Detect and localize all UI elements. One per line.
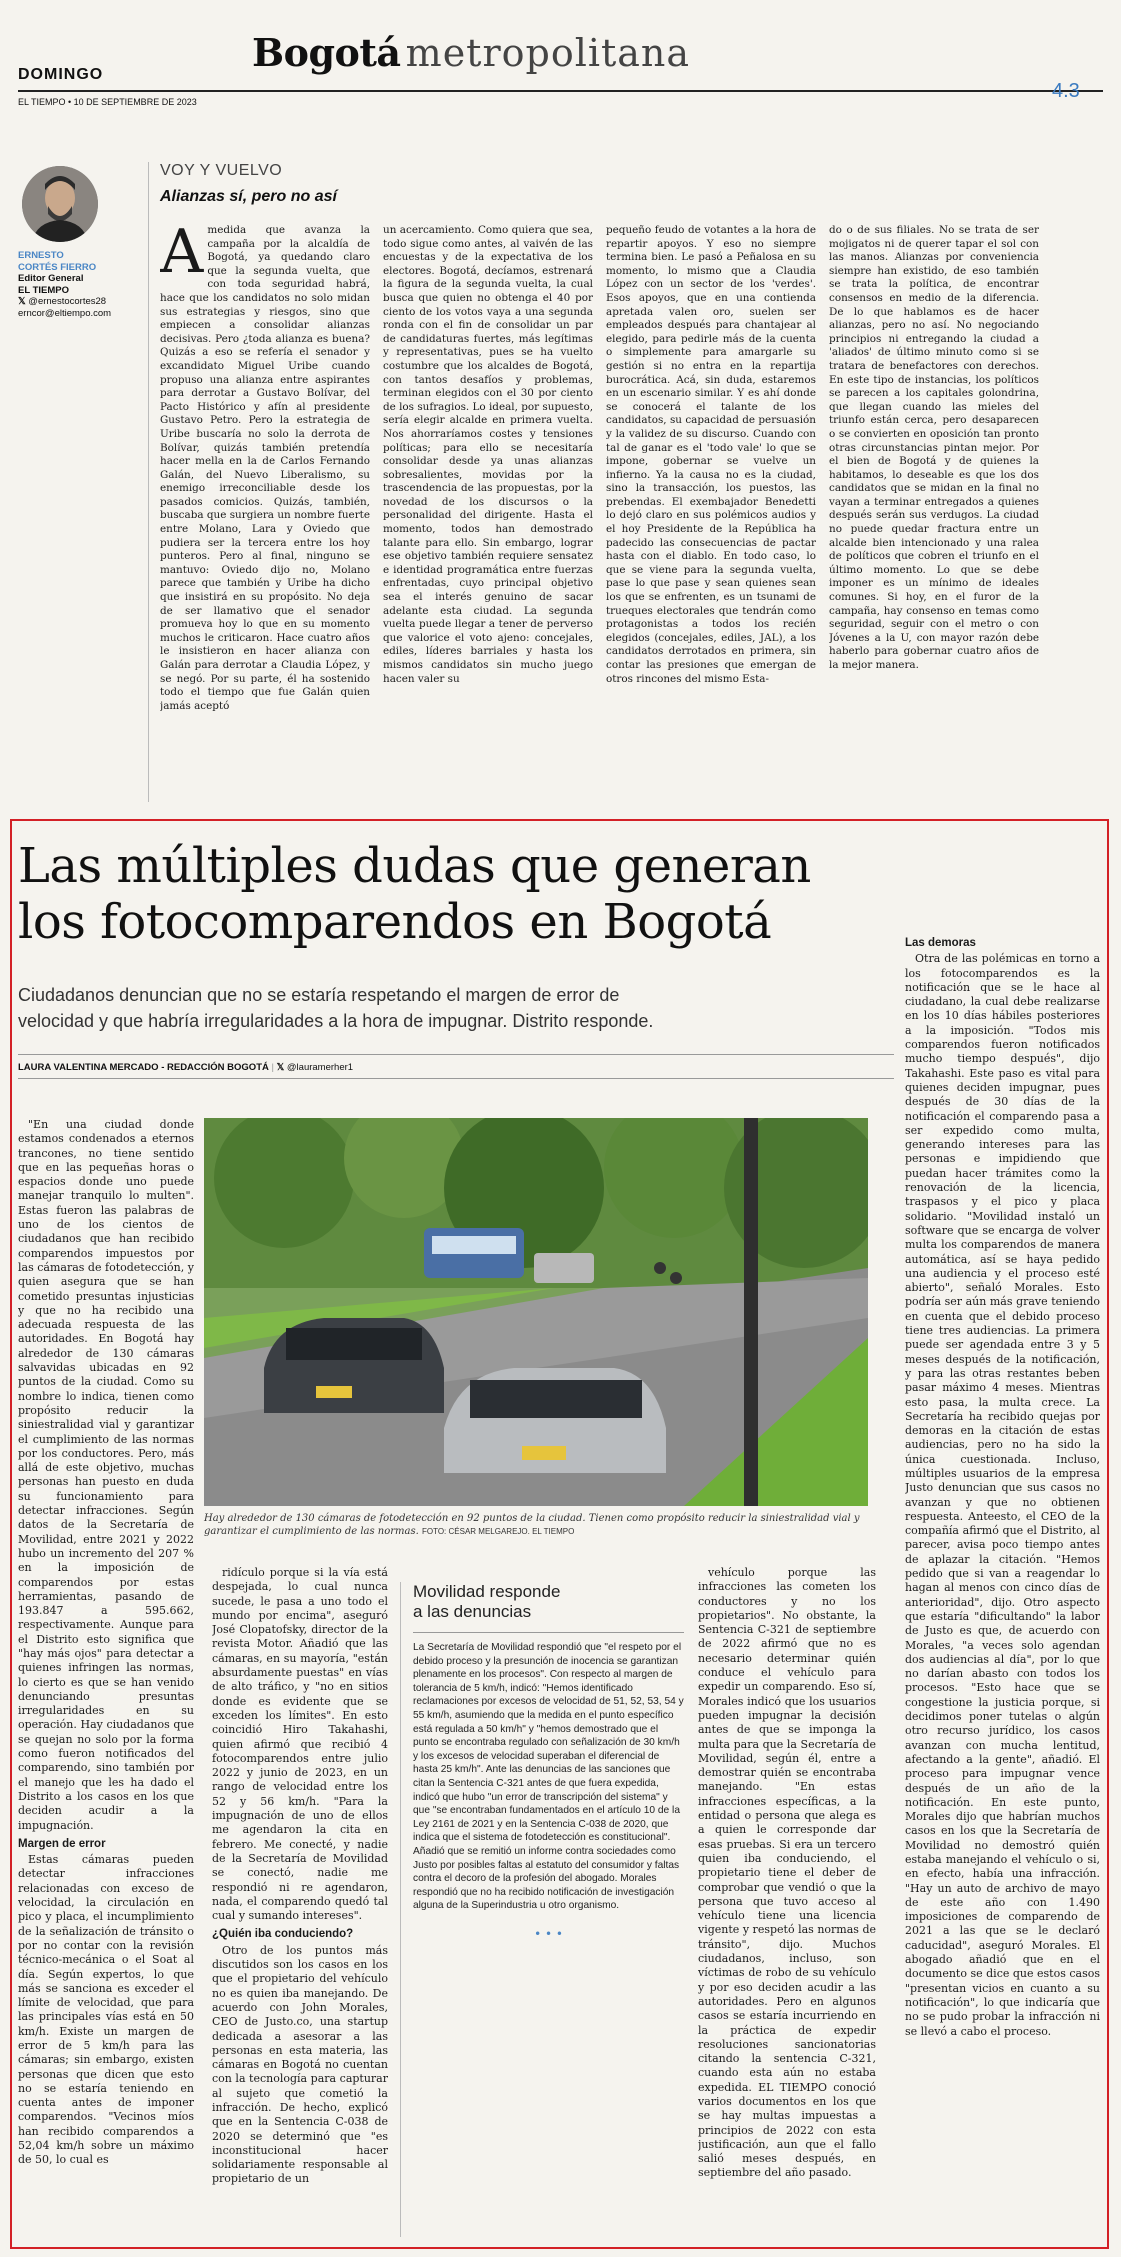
column-text-1: A medida que avanza la campaña por la alcaldía de Bogotá, ya quedando claro que la segunda vuelta, que con toda seguridad habrá, hace que los candidatos no solo midan sus estrategias y riesgos, sino que empiecen a consolidar alianzas decisivas. Pero ¿toda alianza es buena? Quizás a eso se refería el senador y excandidato Miguel Uribe cuando propuso una alianza entre aspirantes para derrotar a Gustavo Bolívar, del Pacto Histórico y afín al presidente Gustavo Petro. Pero la estrategia de Uribe buscaría no solo la derrota de Bolívar, quizás también pretendía hacer mella en la de Carlos Fernando Galán, del Nuevo Liberalismo, su enemigo irreconciliable desde los pasados comicios. Quizás, también, buscaba que surgiera un nombre fuerte entre Molano, Lara y Oviedo que pudiera ser la tercera entre los hoy punteros. Pero al final, ninguno se mantuvo: Oviedo dijo no, Molano parece que también y Uribe ha dicho que insistirá en su propósito. No deja de ser llamativo que el senador promueva hoy lo que en su momento muchos le criticaron. Hace cuatro años le insistieron en hacer alianza con Galán para derrotar a Claudia López, y se negó. Por su parte, él ha sostenido todo el tiempo que fue Galán quien jamás aceptó [160, 224, 370, 712]
sidebar-title: Movilidad responde a las denuncias [413, 1582, 561, 1621]
sidebar-box [400, 1582, 684, 2237]
subhead-quien: ¿Quién iba conduciendo? [212, 1928, 354, 1941]
author-role-2: EL TIEMPO [18, 284, 70, 296]
column-section: VOY Y VUELVO [160, 162, 283, 179]
section-title [252, 30, 690, 75]
headline-line-1: Las múltiples dudas que generan [18, 838, 811, 894]
author-block [18, 250, 128, 319]
page-number: 4.3 [1052, 80, 1080, 102]
sidebar-text: La Secretaría de Movilidad respondió que "el respeto por el debido proceso y la presunción de inocencia se garantizan plenamente en los procesos". Con respecto al margen de tolerancia de 5 km/h, indicó: "Hemos identificado reclamaciones por excesos de velocidad de 51, 52, 53, 54 y 55 km/h, asumiendo que la medida en el punto específico está regulada a 50 km/h" y "hemos demostrado que el punto se encontraba regulado con señalización de 30 km/h y los excesos de velocidad superaban el diferencial de hasta 25 km/h". Ante las denuncias de las sanciones que citan la Sentencia C-321 antes de que fuera expedida, indicó que hubo "un error de transcripción del sistema" y que "se encontraban fundamentados en el artículo 10 de la Ley 2161 de 2021 y en la Sentencia C-038 de 2020, que indica que el sistema de fotodetección es constitucional". Añadió que se remitió un informe contra sociedades como Justo por posibles faltas al estatuto del consumidor y faltas contra el decoro de la profesión del abogado. Morales respondió que no ha recibido notificación de investigación alguna de la Superindustria u otro organismo. [413, 1642, 684, 1912]
traffic-photo-illustration [204, 1118, 868, 1506]
section-title-bold: Bogotá [252, 30, 401, 75]
article-photo [204, 1118, 868, 1506]
subhead-margen: Margen de error [18, 1837, 106, 1850]
author-portrait-icon [22, 166, 98, 242]
x-logo-icon: 𝕏 [276, 1062, 285, 1073]
article-deck: Ciudadanos denuncian que no se estaría respetando el margen de error de velocidad y que habría irregularidades a la hora de impugnar. Distrito responde. [18, 985, 654, 1031]
article-headline [18, 838, 888, 950]
author-email[interactable]: erncor@eltiempo.com [18, 307, 112, 319]
sidebar-dots: • • • [534, 1926, 563, 1941]
sidebar-rule [413, 1632, 684, 1633]
edition-day: DOMINGO [18, 66, 104, 83]
x-logo-icon: 𝕏 [18, 296, 26, 307]
headline-line-2: los fotocomparendos en Bogotá [18, 894, 772, 950]
photo-credit: FOTO: CÉSAR MELGAREJO. EL TIEMPO [421, 1527, 575, 1536]
photo-caption: Hay alrededor de 130 cámaras de fotodetección en 92 puntos de la ciudad. Tienen como propósito reducir la siniestralidad vial y garantizar el cumplimiento de las normas. FOTO: CÉSAR MELGAREJO. EL TIEMPO [204, 1513, 860, 1537]
byline-handle[interactable]: @lauramerher1 [286, 1062, 354, 1073]
author-role-1: Editor General [18, 273, 84, 284]
column-title: Alianzas sí, pero no así [160, 188, 337, 205]
header-rule [18, 90, 1103, 92]
byline: LAURA VALENTINA MERCADO - REDACCIÓN BOGOTÁ | 𝕏 @lauramerher1 [18, 1062, 354, 1073]
byline-rule [18, 1054, 894, 1055]
section-title-light: metropolitana [405, 31, 691, 75]
author-photo [22, 166, 98, 242]
author-name-2: CORTÉS FIERRO [18, 261, 97, 273]
byline-rule-bottom [18, 1078, 894, 1079]
column-text-3: pequeño feudo de votantes a la hora de repartir apoyos. Y eso no siempre termina bien. Le pasó a Peñalosa en su momento, lo mismo que a Claudia López con un sector de los 'verdes'. Esos apoyos, que en una contienda apretada valen oro, suelen ser empleados después para chantajear al elegido, para pedirle más de la cuenta o simplemente para amargarle su gestión si no entra en la repartija burocrática. Acá, sin duda, estaremos en un escenario similar. Y es ahí donde se conocerá el talante de los candidatos, su capacidad de persuasión y la validez de su discurso. Cuando con tal de ganar es el 'todo vale' lo que se impone, gobernar se vuelve un infierno. Ya la causa no es la ciudad, sino la transacción, los puestos, las prebendas. El exembajador Benedetti lo dejó claro en sus polémicos audios y el hoy Presidente de la República ha padecido las consecuencias de pactar hasta con el diablo. En todo caso, lo que se viene para la segunda vuelta, pase lo que pase y sean quienes sean los que se enfrenten, es un tsunami de trueques electorales que tendrán como protagonistas a todos los recién elegidos (concejales, ediles, JAL), a los candidatos derrotados en primera, sin contar las presiones que emergan de otros rincones del mismo Esta- [606, 224, 816, 685]
article-col-3: vehículo porque las infracciones las cometen los conductores y no los propietarios". No obstante, la Sentencia C-321 de septiembre de 2022 afirmó que no es necesario determinar quién conduce el vehículo para expedir un comparendo. Eso sí, Morales indicó que los usuarios pueden impugnar la decisión antes de que se imponga la multa para que la Secretaría de Movilidad, según él, entre a demostrar quién se encontraba manejando. "En estas infracciones específicas, a la entidad o persona que alega es a quien le corresponde dar esas pruebas. Si era un tercero quien iba conduciendo, el propietario tiene el deber de comprobar que vendió o que la persona que tuvo acceso al vehículo tiene una licencia vigente y respetó las normas de tránsito", dijo. Muchos ciudadanos, incluso, son víctimas de robo de su vehículo y por eso deciden acudir a las autoridades. Pero en algunos casos se estaría incurriendo en la práctica de expedir resoluciones sancionatorias citando la sentencia C-321, cuando esta aún no estaba expedida. EL TIEMPO conoció varios documentos en los que se hay multas impuestas a principios de 2022 con esta justificación, aun que el fallo salió meses después, en septiembre del año pasado. [698, 1566, 876, 2180]
column-text-2: un acercamiento. Como quiera que sea, todo sigue como antes, al vaivén de las encuestas y de la expectativa de los electores. Bogotá, decíamos, estrenará la figura de la segunda vuelta, la cual busca que quien no obtenga el 40 por ciento de los votos vaya a una segunda ronda con el fin de consolidar un par de candidaturas fuertes, más legítimas y representativas, pues se ha vuelto costumbre que los alcaldes de Bogotá, con tantos desafíos y problemas, terminan elegidos con el 30 por ciento de los sufragios. Lo ideal, por supuesto, sería elegir alcalde en primera vuelta. Nos ahorraríamos costes y tensiones políticas; para ello se necesitaría consolidar desde ya unas alianzas sobresalientes, movidas por la trascendencia de las propuestas, por la novedad de los discursos o la personalidad del dirigente. Hasta el momento, todos han demostrado talante para ello. Sin embargo, lograr ese objetivo también requiere sensatez e identidad programática entre fuerzas enfrentadas, cuyo principal objetivo sea el interés genuino de sacar adelante esta ciudad. La segunda vuelta puede llegar a tener de perverso que valorice el voto ajeno: concejales, ediles, líderes barriales y hasta los mismos candidatos sin mucho juego hacen valer su [383, 224, 593, 685]
column-text-4: do o de sus filiales. No se trata de ser mojigatos ni de querer tapar el sol con las manos. Alianzas por conveniencia siempre han existido, de eso también se trata la política, de encontrar consensos en medio de la diferencia. De lo que hablamos es de hacer alianzas, pero no así. No negociando principios ni entregando la ciudad a 'aliados' de último minuto como si se tratara de benefactores con derechos. En este tipo de instancias, los políticos se parecen a los capitales golondrina, que llegan cuando las mieles del triunfo están cerca, pero desaparecen o se convierten en oposición tan pronto otras circunstancias pintan mejor. Por el bien de Bogotá y de quienes la habitamos, lo deseable es que los dos candidatos que se midan en la final no vayan a terminar entregados a quienes después serán sus verdugos. La ciudad no puede quedar fractura entre un alcalde bien intencionado y una ralea de políticos que cobren el triunfo en el último momento. Lo que se debe imponer es un mínimo de ideales comunes. Si hoy, en el furor de la campaña, hay consenso en temas como seguridad, seguir con el metro o con Jóvenes a la U, con mayor razón debe haberlo para gobernar cuatro años de la mejor manera. [829, 224, 1039, 671]
column-divider [148, 162, 149, 802]
drop-cap: A [160, 224, 204, 287]
article-col-4: Las demoras Otra de las polémicas en torno a los fotocomparendos es la notificación que se le hace al ciudadano, la cual debe realizarse en los 10 días hábiles posteriores a la imposición. "Todos mis comparendos fueron notificados mucho tiempo después", dijo Takahashi. Este paso es vital para quienes deciden impugnar, pues después de 30 días de la notificación el comparendo pasa a ser expedido como multa, generando intereses para las personas e impidiendo que puedan hacer trámites como la renovación de la licencia, traspasos y el pico y placa solidario. "Movilidad instaló un software que se encarga de volver multa los comparendos de manera automática, así se haya pedido una audiencia y el proceso esté abierto", señaló Morales. Esto podría ser aún más grave teniendo en cuenta que el debido proceso tiene tres audiencias. La primera puede ser agendada entre 3 y 5 meses después de la notificación, y para las otras restantes beben pasar máximo 4 meses. Mientras esto pasa, la multa crece. La Secretaría ha recibido quejas por demoras en la citación de estas audiencias, pero no ha sido la única cuestionada. Incluso, múltiples usuarios de la empresa Justo denuncian que sus casos no avanzan y que no obtienen respuesta. Anteesto, el CEO de la compañía afirmó que el Distrito, al parecer, avisa poco tiempo antes de aplazar la citación. "Hemos pedido que si van a reagendar lo hagan al menos con cinco días de anterioridad", dijo. Otro aspecto que estaría "dificultando" la labor de Justo es que, de acuerdo con Morales, "a veces solo agendan dos audiencias al día", por lo que no darían abasto con todos los procesos. "Esto hace que se congestione la justicia porque, si decidimos poner tutelas o algún otro recurso jurídico, los casos avanzan con mucha lentitud, afectando a la gente", añadió. El proceso para impugnar vence después de un año de la notificación. En este punto, Morales dijo que habrían muchos casos en los que la Secretaría de Movilidad no demostró quién estaba manejando el vehículo o si, en efecto, había una infracción. "Hay un auto de archivo de mayo de este año con 1.490 imposiciones de comparendo de 2021 a las que se le declaró caducidad", aseguró Morales. El abogado añadió que en el documento se dice que estos casos "presentan vicios en cuanto a su notificación", lo que indicaría que no se pudo probar la infracción ni se llevó a cabo el proceso. [905, 937, 1100, 2038]
subhead-demoras: Las demoras [905, 937, 976, 949]
date-line: EL TIEMPO • 10 DE SEPTIEMBRE DE 2023 [18, 97, 197, 107]
byline-author: LAURA VALENTINA MERCADO - REDACCIÓN BOGOTÁ [18, 1062, 269, 1073]
author-name-1: ERNESTO [18, 250, 64, 261]
article-col-2: ridículo porque si la vía está despejada, lo cual nunca sucede, le pasa a uno todo el mundo por encima", aseguró José Clopatofsky, director de la revista Motor. Añadió que las cámaras, en su mayoría, "están absurdamente puestas" en vías de alto tráfico, y "no en sitios donde es evidente que se exceden los límites". En esto coincidió Hiro Takahashi, quien afirmó que recibió 4 fotocomparendos entre julio 2022 y junio de 2023, en un rango de velocidad entre los 52 y 56 km/h. "Para la impugnación de uno de ellos me agendaron la cita en febrero. Me conecté, y nadie de la Secretaría de Movilidad se conectó, nadie me respondió ni re agendaron, nada, el comparendo quedó tal cual y sumando intereses". ¿Quién iba conduciendo? Otro de los puntos más discutidos son los casos en los que el propietario del vehículo no es quien iba manejando. De acuerdo con John Morales, CEO de Justo.co, una startup dedicada a asesorar a las personas en esta materia, las cámaras en Bogotá no cuentan con la tecnología para capturar al sujeto que cometió la infracción. De hecho, explicó que en la Sentencia C-038 de 2020 se determinó que "es inconstitucional hacer solidariamente responsable al propietario de un [212, 1566, 388, 2186]
author-handle[interactable]: 𝕏 @ernestocortes28 [18, 296, 107, 307]
article-col-1: "En una ciudad donde estamos condenados a eternos trancones, no tiene sentido que en las pequeñas horas o espacios donde uno puede manejar tranquilo lo multen". Estas fueron las palabras de uno de los cientos de ciudadanos que han recibido comparendos impuestos por las cámaras de fotodetección, y quien asegura que se han cometido presuntas injusticias y que no ha recibido una adecuada respuesta de las autoridades. En Bogotá hay alrededor de 130 cámaras salvavidas ubicadas en 92 puntos de la ciudad. Como su nombre lo indica, tienen como propósito reducir la siniestralidad vial y garantizar el cumplimiento de las normas por los conductores. Pero, más allá de este objetivo, muchas personas han puesto en duda su funcionamiento para detectar infracciones. Según datos de la Secretaría de Movilidad, entre 2021 y 2022 hubo un incremento del 207 % en la imposición de comparendos por estas herramientas, pasando de 193.847 a 595.662, respectivamente. Aunque para el Distrito esto significa que "hay más ojos" para detectar a quienes infringen las normas, lo cierto es que se han venido denunciando presuntas irregularidades en su operación. Hay ciudadanos que se quejan no solo por la forma como fueron notificados del comparendo, sino también por el manejo que les ha dado el Distrito a los casos en los que deciden acudir a la impugnación. Margen de error Estas cámaras pueden detectar infracciones relacionadas con exceso de velocidad, la circulación en pico y placa, el incumplimiento de la señalización de tránsito o por no contar con la revisión técnico-mecánica o el Soat al día. Según expertos, lo que más se sanciona es exceder el límite de velocidad, que para las principales vías está en 50 km/h. Existe un margen de error de 5 km/h para las cámaras; sin embargo, existen personas que dicen que esto no se estaría teniendo en cuenta antes de imponer comparendos. "Vecinos míos han recibido comparendos a 52,04 km/h sobre un máximo de 50, lo cual es [18, 1118, 194, 2167]
